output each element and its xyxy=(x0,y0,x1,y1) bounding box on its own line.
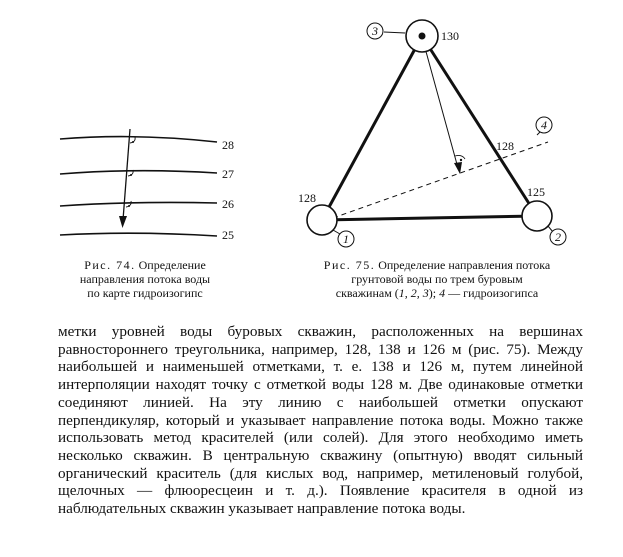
well-3-number: 3 xyxy=(372,24,378,38)
elevation-interpolated: 128 xyxy=(496,139,514,153)
body-paragraph: метки уровней воды буровых скважин, расположенных на вершинах равностороннего треугольника, например, 128, 138 и 126 м (рис. 75). Между наибольшей и наименьшей отметками, т. е. 138 и 126 м, путем линейной интерполяции находят точку с отметкой воды 128 м. Две одинаковые отметки соединяют линией. На эту линию с наибольшей отметки опускают перпендикуляр, который и указывает направление потока воды. Можно также использовать метод красителей (или солей). Для этого необходимо иметь несколько скважин. В центральную скважину (опытную) вводят сильный органический краситель (для кислых вод, например, метиленовый голубой, щелочных — флюоресцеин и т. д.). Появление красителя в одной из наблюдательных скважин указывает направление потока воды. xyxy=(58,323,583,518)
figure-74 xyxy=(55,125,255,250)
well-3-center xyxy=(419,33,426,40)
elevation-top: 130 xyxy=(441,29,459,43)
flow-arrow-head xyxy=(454,162,462,174)
figure-74-caption xyxy=(55,258,235,300)
isohypse-25 xyxy=(60,233,217,236)
figure-75 xyxy=(290,10,580,255)
isohypse-4-number: 4 xyxy=(541,118,547,132)
caption-text: скважинам (1, 2, 3); 4 — гидроизогипса xyxy=(335,286,539,300)
isohypse-27 xyxy=(60,171,217,174)
caption-text: Определение xyxy=(138,258,206,272)
isohypse-26 xyxy=(60,202,217,206)
well-1-number: 1 xyxy=(343,232,349,246)
well-1-circle xyxy=(307,205,337,235)
right-angle-mark xyxy=(455,155,465,159)
contour-label-25: 25 xyxy=(222,228,234,242)
body-text xyxy=(58,323,583,518)
caption-label: Рис. 75. xyxy=(323,258,376,272)
caption-text: Определение направления потока xyxy=(378,258,551,272)
caption-text: по карте гидроизогипс xyxy=(87,286,203,300)
triangle-edge xyxy=(322,36,422,220)
flow-arrow-head xyxy=(119,216,127,228)
figure-75-caption xyxy=(288,258,586,300)
well-2-number: 2 xyxy=(555,230,561,244)
triangle-edge xyxy=(422,36,537,216)
well-2-circle xyxy=(522,201,552,231)
triangle-edge xyxy=(322,216,537,220)
elevation-left: 128 xyxy=(298,191,316,205)
contour-label-26: 26 xyxy=(222,197,234,211)
figure-74-drawing xyxy=(55,125,255,250)
contour-label-28: 28 xyxy=(222,138,234,152)
figure-75-drawing xyxy=(290,10,580,255)
contour-label-27: 27 xyxy=(222,167,234,181)
elevation-right: 125 xyxy=(527,185,545,199)
caption-text: направления потока воды xyxy=(79,272,211,286)
caption-label: Рис. 74. xyxy=(84,258,136,272)
isohypse-28 xyxy=(60,137,217,142)
perpendicular-line xyxy=(422,37,458,168)
caption-text: грунтовой воды по трем буровым xyxy=(351,272,523,286)
